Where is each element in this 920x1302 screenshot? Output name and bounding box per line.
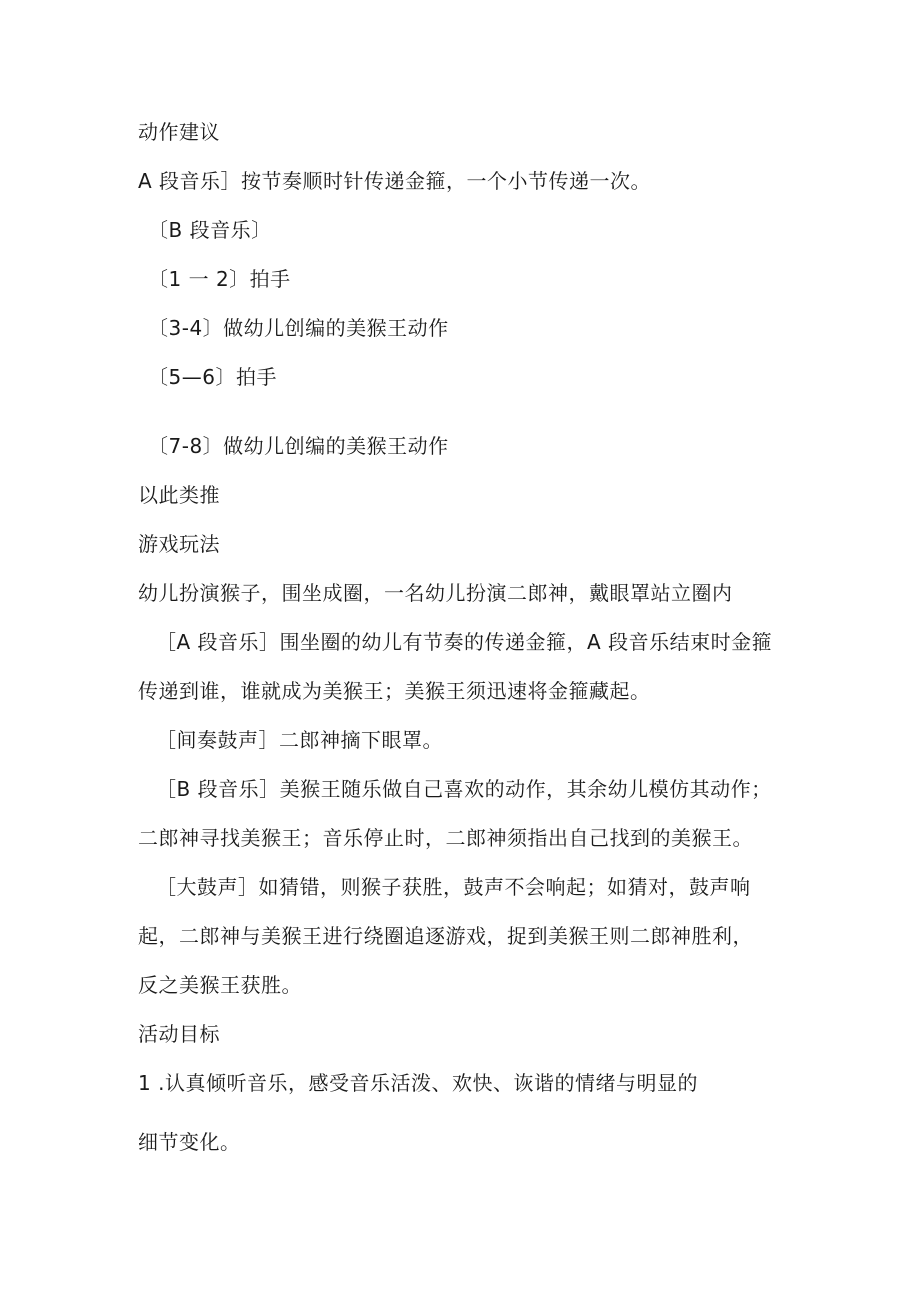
text-line: 以此类推 xyxy=(138,483,220,507)
text-line: 传递到谁，谁就成为美猴王；美猴王须迅速将金箍藏起。 xyxy=(138,679,651,703)
heading-action-suggestions: 动作建议 xyxy=(138,120,220,144)
text-line: 〔B 段音乐〕 xyxy=(148,218,272,242)
text-line: ［大鼓声］如猜错，则猴子获胜，鼓声不会响起；如猜对，鼓声响 xyxy=(156,875,751,899)
text-line: ［间奏鼓声］二郎神摘下眼罩。 xyxy=(156,728,443,752)
text-line: 幼儿扮演猴子，围坐成圈，一名幼儿扮演二郎神，戴眼罩站立圈内 xyxy=(138,581,733,605)
text-line: 〔3-4〕做幼儿创编的美猴王动作 xyxy=(148,316,449,340)
text-line: 1 .认真倾听音乐，感受音乐活泼、欢快、诙谐的情绪与明显的 xyxy=(138,1071,698,1095)
text-line: A 段音乐］按节奏顺时针传递金箍，一个小节传递一次。 xyxy=(138,169,652,193)
text-line: 反之美猴王获胜。 xyxy=(138,973,302,997)
text-line: 〔5—6〕拍手 xyxy=(148,365,277,389)
text-line: 〔7-8〕做幼儿创编的美猴王动作 xyxy=(148,434,449,458)
heading-activity-goals: 活动目标 xyxy=(138,1022,220,1046)
heading-game-rules: 游戏玩法 xyxy=(138,532,220,556)
text-line: 起，二郎神与美猴王进行绕圈追逐游戏，捉到美猴王则二郎神胜利， xyxy=(138,924,753,948)
text-line: 细节变化。 xyxy=(138,1130,241,1154)
text-line: 〔1 一 2〕拍手 xyxy=(148,267,291,291)
text-line: 二郎神寻找美猴王；音乐停止时，二郎神须指出自己找到的美猴王。 xyxy=(138,826,753,850)
text-line: ［A 段音乐］围坐圈的幼儿有节奏的传递金箍，A 段音乐结束时金箍 xyxy=(156,630,773,654)
text-line: ［B 段音乐］美猴王随乐做自己喜欢的动作，其余幼儿模仿其动作； xyxy=(156,777,772,801)
